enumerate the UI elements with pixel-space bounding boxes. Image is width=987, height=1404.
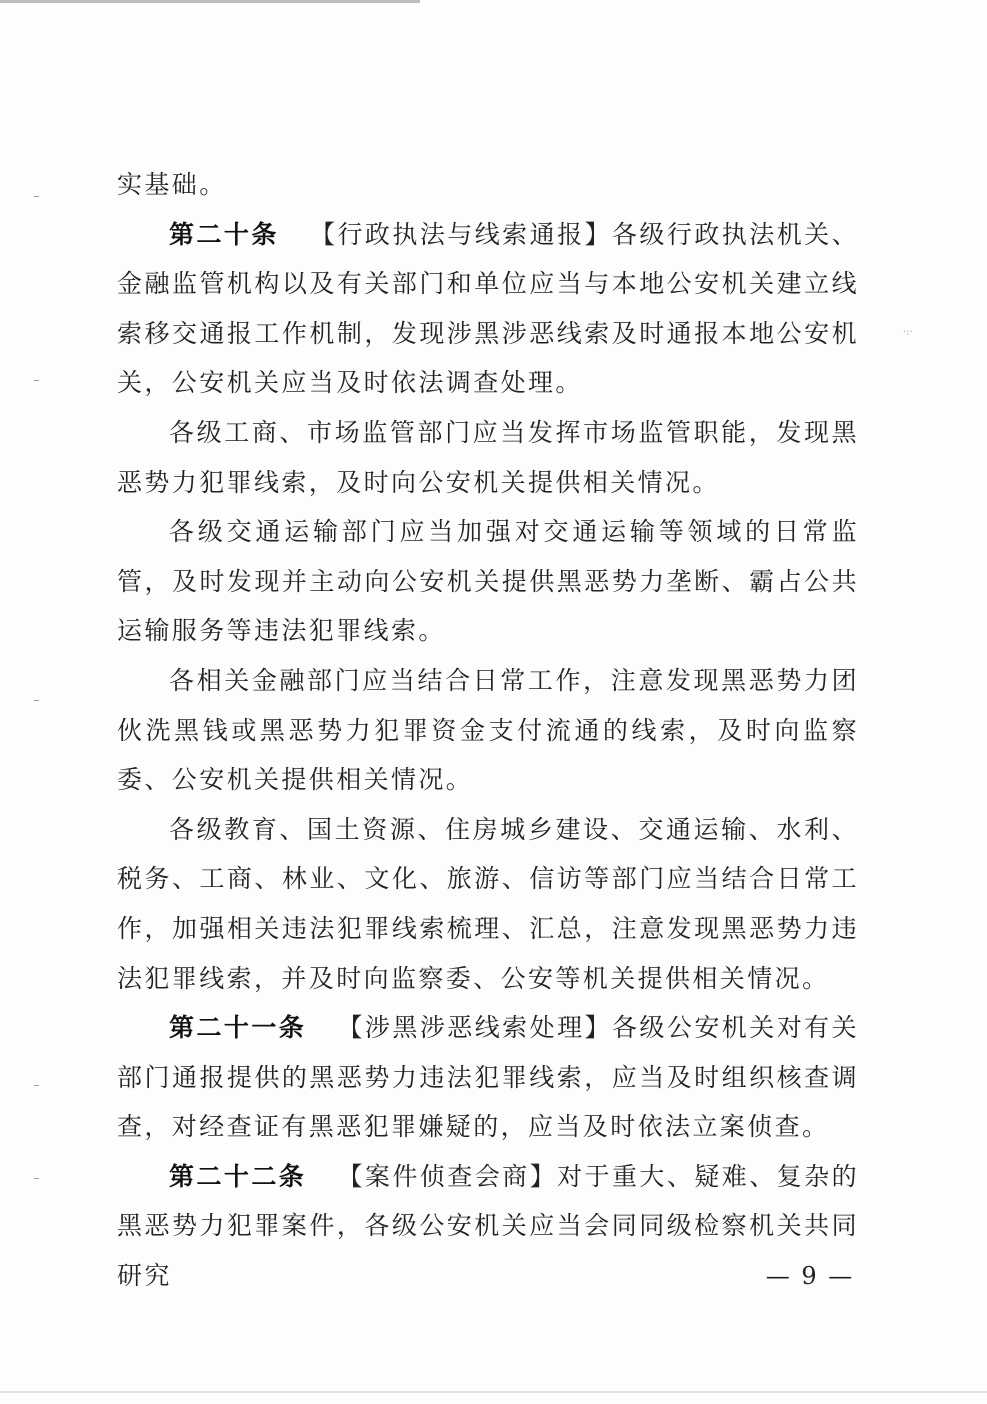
- margin-mark: [34, 1178, 39, 1179]
- paragraph-text: 各级交通运输部门应当加强对交通运输等领域的日常监管，及时发现并主动向公安机关提供黑恶势力垄断、霸占公共运输服务等违法犯罪线索。: [117, 517, 859, 646]
- page-number: — 9 —: [765, 1262, 855, 1290]
- scan-edge-bottom: [0, 1391, 987, 1393]
- paragraph: [117, 507, 859, 656]
- paragraph: [117, 656, 859, 805]
- paragraph-text: 对于重大、疑难、复杂的黑恶势力犯罪案件，各级公安机关应当会同同级检察机关共同研究: [117, 1161, 859, 1291]
- article-paragraph: [117, 1152, 859, 1301]
- margin-mark: [34, 196, 39, 197]
- scan-speck: ·:·: [903, 327, 913, 338]
- document-body: [117, 160, 859, 1301]
- paragraph-text: 各级工商、市场监管部门应当发挥市场监管职能，发现黑恶势力犯罪线索，及时向公安机关提供相关情况。: [117, 417, 859, 497]
- margin-mark: [34, 380, 39, 381]
- margin-mark: [34, 1085, 39, 1086]
- paragraph-text: 实基础。: [117, 170, 227, 199]
- article-title: 【行政执法与线索通报】: [310, 219, 612, 249]
- article-number: 第二十二条: [169, 1161, 307, 1191]
- article-number: 第二十条: [169, 219, 279, 249]
- paragraph-text: 各相关金融部门应当结合日常工作，注意发现黑恶势力团伙洗黑钱或黑恶势力犯罪资金支付流通的线索，及时向监察委、公安机关提供相关情况。: [117, 665, 859, 795]
- paragraph-text: 各级公安机关对有关部门通报提供的黑恶势力违法犯罪线索，应当及时组织核查调查，对经查证有黑恶犯罪嫌疑的，应当及时依法立案侦查。: [117, 1013, 859, 1142]
- article-paragraph: [117, 1003, 859, 1152]
- article-number: 第二十一条: [169, 1013, 307, 1043]
- paragraph: [117, 160, 859, 210]
- margin-mark: [34, 700, 39, 701]
- scan-edge-top: [0, 0, 420, 3]
- paragraph-text: 各级行政执法机关、金融监管机构以及有关部门和单位应当与本地公安机关建立线索移交通报工作机制，发现涉黑涉恶线索及时通报本地公安机关，公安机关应当及时依法调查处理。: [117, 219, 859, 398]
- paragraph: [117, 805, 859, 1003]
- article-title: 【涉黑涉恶线索处理】: [337, 1013, 612, 1043]
- paragraph: [117, 408, 859, 507]
- article-paragraph: [117, 210, 859, 408]
- paragraph-text: 各级教育、国土资源、住房城乡建设、交通运输、水利、税务、工商、林业、文化、旅游、信访等部门应当结合日常工作，加强相关违法犯罪线索梳理、汇总，注意发现黑恶势力违法犯罪线索，并及时向监察委、公安等机关提供相关情况。: [117, 814, 859, 993]
- article-title: 【案件侦查会商】: [337, 1161, 558, 1191]
